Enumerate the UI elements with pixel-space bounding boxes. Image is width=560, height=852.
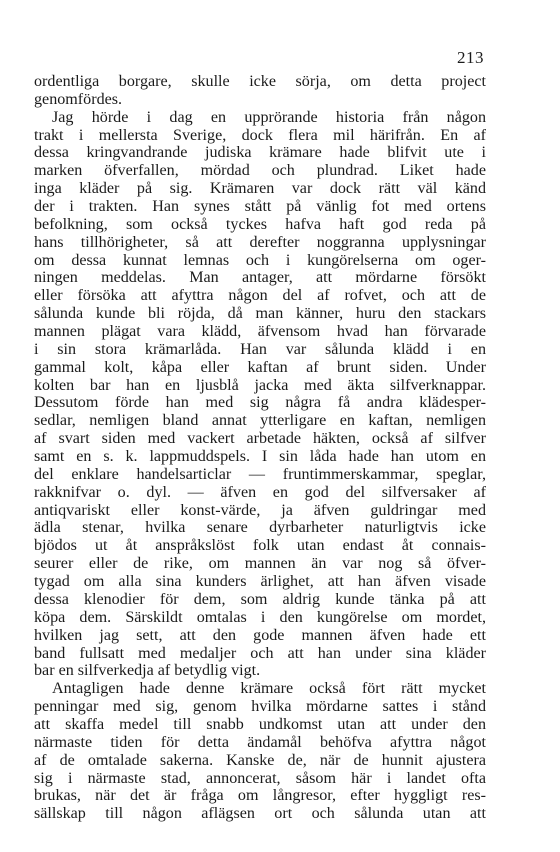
text-line: tygad om alla sina kunders ärlighet, att han äfven visade bbox=[34, 573, 486, 591]
text-line: marken öfverfallen, mördad och plundrad. Liket hade bbox=[34, 162, 486, 180]
text-line: mannen plägat vara klädd, äfvensom hvad han förvarade bbox=[34, 323, 486, 341]
text-line: antiqvariskt eller konst-värde, ja äfven guldringar med bbox=[34, 501, 486, 519]
text-line: ordentliga borgare, skulle icke sörja, om detta project bbox=[34, 73, 486, 90]
text-line: i sin stora krämarlåda. Han var sålunda klädd i en bbox=[34, 340, 486, 358]
text-line: hvilken jag sett, att den gode mannen äfven hade ett bbox=[34, 626, 486, 644]
text-line: eller försöka att afyttra någon del af rofvet, och att de bbox=[34, 287, 486, 305]
text-line: att skaffa medel till snabb undkomst utan att under den bbox=[34, 715, 486, 733]
text-line: Jag hörde i dag en upprörande historia från någon bbox=[52, 108, 486, 126]
text-line: rakknifvar o. dyl. — äfven en god del silfversaker af bbox=[34, 483, 486, 501]
text-line: dessa klenodier för dem, som aldrig kunde tänka på att bbox=[34, 590, 486, 608]
text-line: bjödos ut åt anspråkslöst folk utan endast åt connais- bbox=[34, 537, 486, 555]
text-line: gammal kolt, kåpa eller kaftan af brunt siden. Under bbox=[34, 358, 486, 376]
text-line: närmaste tiden för detta ändamål behöfva afyttra något bbox=[34, 733, 486, 751]
text-line: ningen meddelas. Man antager, att mördarne försökt bbox=[34, 269, 486, 287]
text-line: af de omtalade sakerna. Kanske de, när de hunnit ajustera bbox=[34, 751, 486, 769]
text-line: ädla stenar, hvilka senare dyrbarheter naturligtvis icke bbox=[34, 519, 486, 537]
text-line: köpa dem. Särskildt omtalas i den kungörelse om mordet, bbox=[34, 608, 486, 626]
text-line: Dessutom förde han med sig några få andra klädesper- bbox=[34, 394, 486, 412]
text-line: band fullsatt med medaljer och att han under sina kläder bbox=[34, 644, 486, 662]
text-line: bar en silfverkedja af betydlig vigt. bbox=[34, 662, 261, 680]
text-line: befolkning, som också tyckes hafva haft god reda på bbox=[34, 215, 486, 233]
text-line: sedlar, nemligen bland annat ytterligare en kaftan, nemligen bbox=[34, 412, 486, 430]
text-line: hans tillhörigheter, så att derefter noggranna upplysningar bbox=[34, 233, 486, 251]
text-line: trakt i mellersta Sverige, dock flera mil härifrån. En af bbox=[34, 126, 486, 144]
text-line: dessa kringvandrande judiska krämare hade blifvit ute i bbox=[34, 144, 486, 162]
text-line: penningar med sig, genom hvilka mördarne sattes i stånd bbox=[34, 698, 486, 716]
text-line: Antagligen hade denne krämare också fört rätt mycket bbox=[52, 680, 486, 698]
text-line: der i trakten. Han synes stått på vänlig fot med ortens bbox=[34, 198, 486, 216]
text-line: del enklare handelsarticlar — fruntimmerskammar, speglar, bbox=[34, 465, 486, 483]
text-line: af svart siden med vackert arbetade häkten, också af silfver bbox=[34, 430, 486, 448]
text-line: brukas, när det är fråga om långresor, efter hyggligt res- bbox=[34, 787, 486, 805]
text-line: sig i närmaste stad, annoncerat, såsom här i landet ofta bbox=[34, 769, 486, 787]
text-line: om dessa kunnat lemnas och i kungörelserna om oger- bbox=[34, 251, 486, 269]
text-line: inga kläder på sig. Krämaren var dock rätt väl känd bbox=[34, 180, 486, 198]
text-line: genomfördes. bbox=[34, 90, 123, 108]
text-line: kolten bar han en ljusblå jacka med äkta silfverknappar. bbox=[34, 376, 486, 394]
body-text bbox=[34, 73, 486, 823]
text-line: seurer eller de rike, om mannen än var nog så öfver- bbox=[34, 555, 486, 573]
text-line: sålunda kunde bli röjda, då man känner, huru den stackars bbox=[34, 305, 486, 323]
text-line: sällskap till någon aflägsen ort och sålunda utan att bbox=[34, 805, 486, 823]
page-number: 213 bbox=[457, 48, 484, 67]
text-line: samt en s. k. lappmuddspels. I sin låda hade han utom en bbox=[34, 448, 486, 466]
